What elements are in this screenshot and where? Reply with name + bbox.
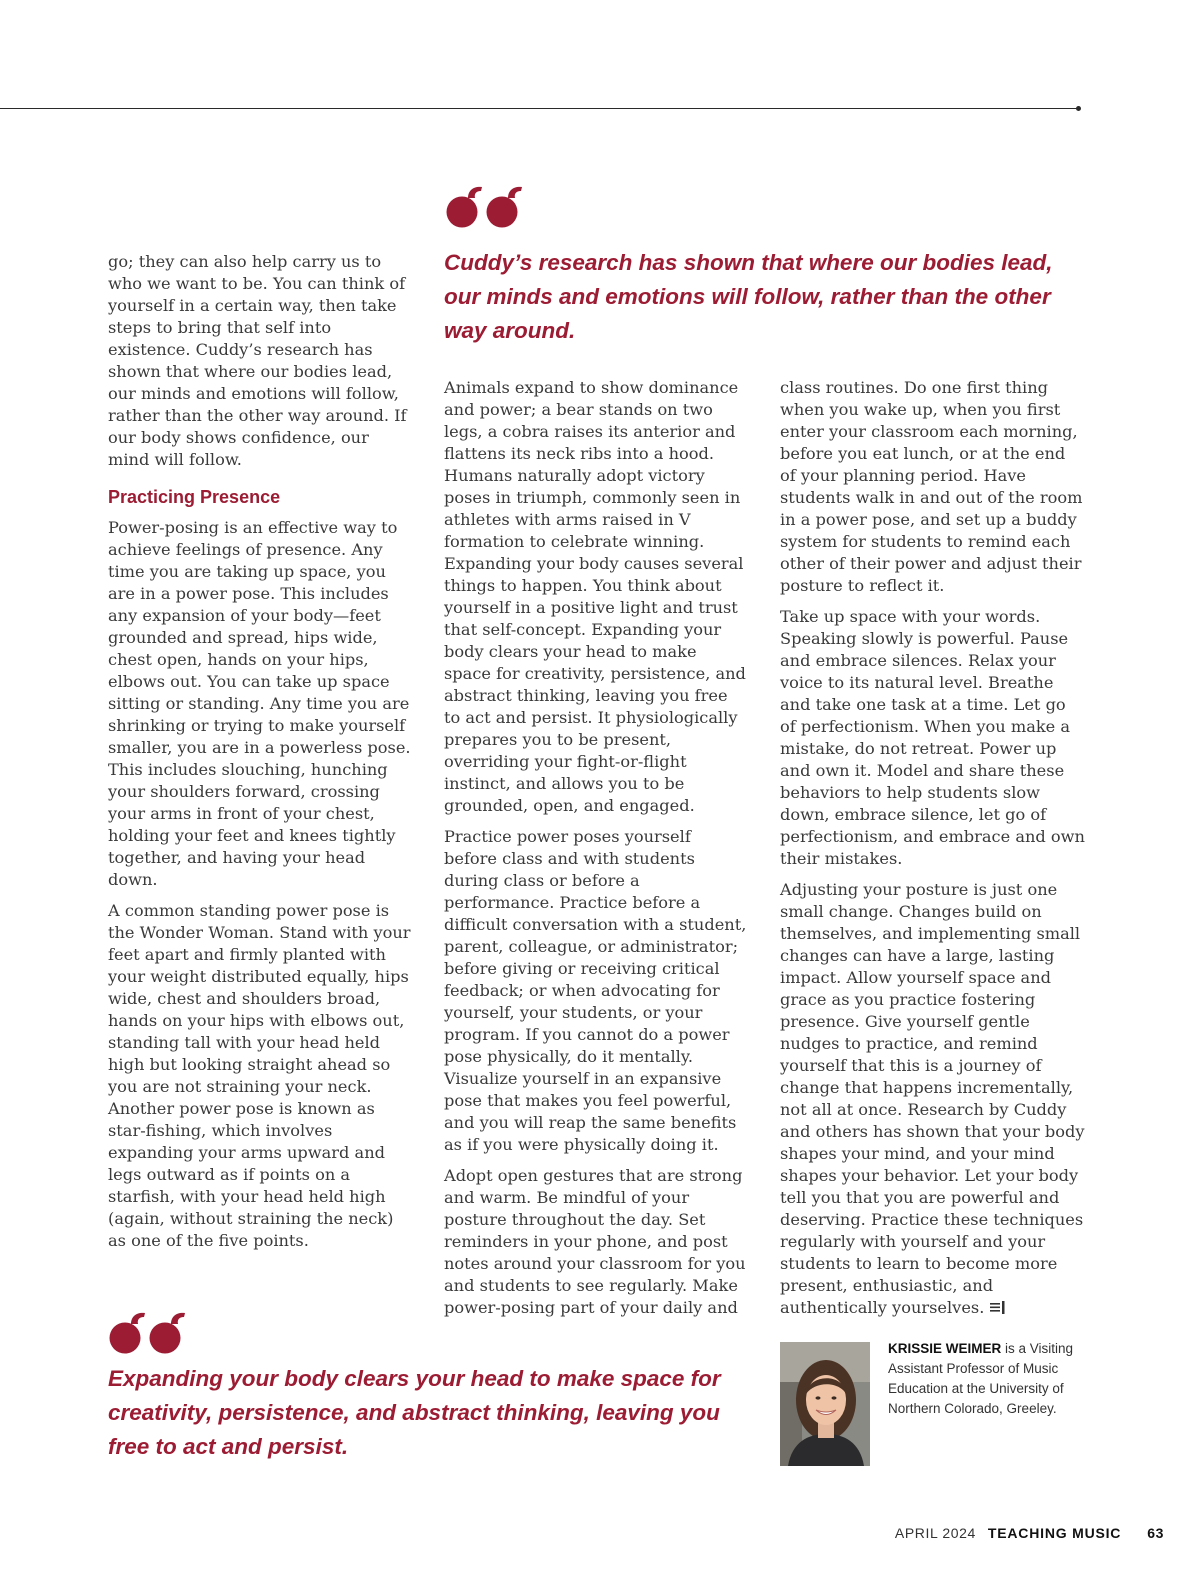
section-heading: Practicing Presence bbox=[108, 487, 281, 507]
column3-paragraph-2: Take up space with your words. Speaking slowly is powerful. Pause and embrace silences. Relax your voice to its natural level. Breathe and take one task at a time. Let go of perfectionism. When you make a mistake, do not retreat. Power up and own it. Model and share these behaviors to help students slow down, embrace silence, let go of perfectionism, and embrace and own their mistakes. bbox=[780, 607, 1085, 868]
quote-marks-icon bbox=[107, 1310, 187, 1356]
article-column-2 bbox=[444, 377, 748, 1328]
author-photo bbox=[780, 1342, 870, 1466]
column2-paragraph-1: Animals expand to show dominance and power; a bear stands on two legs, a cobra raises its anterior and flattens its neck ribs into a hood. Humans naturally adopt victory poses in triumph, commonly seen in athletes with arms raised in V formation to celebrate winning. Expanding your body causes several things to happen. You think about yourself in a positive light and trust that self-concept. Expanding your body clears your head to make space for creativity, persistence, and abstract thinking, leaving you free to act and persist. It physiologically prepares you to be present, overriding your fight-or-flight instinct, and allows you to be grounded, open, and engaged. bbox=[444, 378, 746, 815]
article-column-3 bbox=[780, 377, 1085, 1328]
author-bio bbox=[888, 1339, 1088, 1419]
page-footer bbox=[895, 1525, 1164, 1541]
column2-paragraph-2: Practice power poses yourself before class and with students during class or before a performance. Practice before a difficult conversation with a student, parent, colleague, or administrator; before giving or receiving critical feedback; or when advocating for yourself, your students, or your program. If you cannot do a power pose physically, do it mentally. Visualize yourself in an expansive pose that makes you feel powerful, and you will reap the same benefits as if you were physically doing it. bbox=[444, 827, 747, 1154]
column3-paragraph-3 bbox=[780, 879, 1085, 1319]
page-number: 63 bbox=[1147, 1525, 1164, 1541]
author-description: is a Visiting Assistant Professor of Music Education at the University of Northern Colorado, Greeley. bbox=[888, 1341, 1074, 1416]
header-rule-dot bbox=[1076, 106, 1081, 111]
issue-date: APRIL 2024 bbox=[894, 1525, 976, 1541]
column1-paragraph-1: Power-posing is an effective way to achieve feelings of presence. Any time you are taking up space, you are in a power pose. This includes any expansion of your body—feet grounded and spread, hips wide, chest open, hands on your hips, elbows out. You can take up space sitting or standing. Any time you are shrinking or trying to make yourself smaller, you are in a powerless pose. This includes slouching, hunching your shoulders forward, crossing your arms in front of your chest, holding your feet and knees tightly together, and having your head down. bbox=[108, 518, 411, 889]
quote-marks-icon bbox=[444, 184, 524, 230]
column3-paragraph-1: class routines. Do one first thing when you wake up, when you first enter your classroom each morning, before you eat lunch, or at the end of your planning period. Have students walk in and out of the room in a power pose, and set up a buddy system for students to remind each other of their power and adjust their posture to reflect it. bbox=[780, 378, 1083, 595]
magazine-title: TEACHING MUSIC bbox=[987, 1525, 1122, 1541]
pull-quote-bottom: Expanding your body clears your head to make space for creativity, persistence, and abstract thinking, leaving you free to act and persist. bbox=[108, 1366, 721, 1459]
article-column-1 bbox=[108, 251, 412, 1261]
author-name: KRISSIE WEIMER bbox=[888, 1341, 1002, 1356]
column1-paragraph-2: A common standing power pose is the Wonder Woman. Stand with your feet apart and firmly planted with your weight distributed equally, hips wide, chest and shoulders broad, hands on your hips with elbows out, standing tall with your head held high but looking straight ahead so you are not straining your neck. Another power pose is known as star-fishing, which involves expanding your arms upward and legs outward as if points on a starfish, with your head held high (again, without straining the neck) as one of the five points. bbox=[108, 901, 411, 1250]
column2-paragraph-3: Adopt open gestures that are strong and warm. Be mindful of your posture throughout the day. Set reminders in your phone, and post notes around your classroom for you and students to see regularly. Make power-posing part of your daily and bbox=[444, 1166, 746, 1317]
column1-intro-paragraph: go; they can also help carry us to who we want to be. You can think of yourself in a certain way, then take steps to bring that self into existence. Cuddy’s research has shown that where our bodies lead, our minds and emotions will follow, rather than the other way around. If our body shows confidence, our mind will follow. bbox=[108, 252, 407, 469]
header-rule bbox=[0, 108, 1078, 109]
column3-paragraph-3-text: Adjusting your posture is just one small change. Changes build on themselves, and implementing small changes can have a large, lasting impact. Allow yourself space and grace as you practice fostering presence. Give yourself gentle nudges to practice, and remind yourself that this is a journey of change that happens incrementally, not all at once. Research by Cuddy and others has shown that your body shapes your mind, and your mind shapes your behavior. Let your body tell you that you are powerful and deserving. Practice these techniques regularly with yourself and your students to learn to become more present, enthusiastic, and authentically yourselves. bbox=[780, 880, 1085, 1317]
end-of-article-icon bbox=[990, 1301, 1006, 1315]
pull-quote-top: Cuddy’s research has shown that where our bodies lead, our minds and emotions will follow, rather than the other way around. bbox=[444, 250, 1053, 343]
